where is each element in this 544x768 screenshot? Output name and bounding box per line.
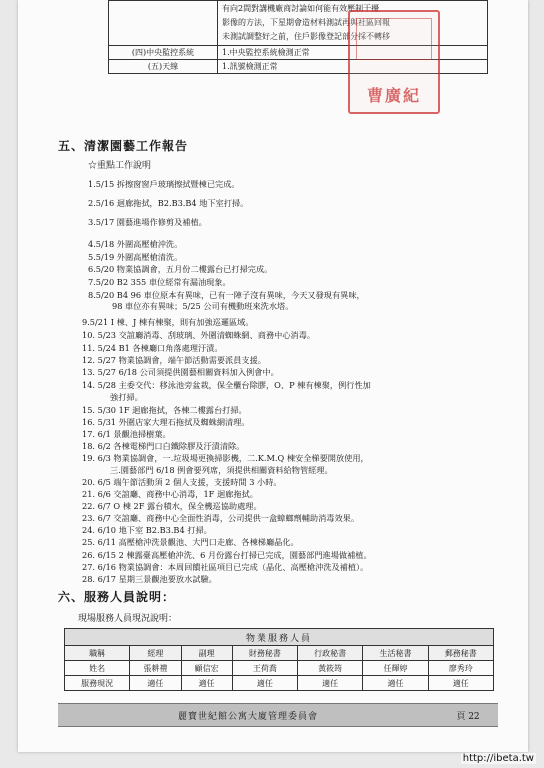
page-number: 頁 22 bbox=[456, 711, 480, 722]
list-item: 13. 5/27 6/18 公司須提供園藝相關資料加入例會中。 bbox=[82, 367, 279, 377]
list-item: 11. 5/24 B1 各棟廳口角落處理汙漬。 bbox=[82, 343, 223, 353]
cell: 顧信宏 bbox=[181, 661, 232, 676]
cell: 姓名 bbox=[65, 661, 130, 676]
list-item: 19. 6/3 物業協調會，一.垃圾場更換掃影機，二.K.M.Q 棟安全梯要開放使用， bbox=[82, 453, 369, 463]
stamp-text: 曹廣紀 bbox=[366, 86, 421, 105]
header-cell: 副理 bbox=[181, 646, 232, 661]
list-item: 強打掃。 bbox=[110, 392, 143, 402]
list-item: 27. 6/16 物業協調會：本周回饋社區項目已完成（晶化、高壓槍沖洗及補植）。 bbox=[82, 562, 369, 572]
list-item: 26. 6/15 2 棟露臺高壓槍沖洗、6 月份露台打掃已完成，園藝部門進場做補植。 bbox=[82, 550, 372, 560]
list-item: 三.園藝部門 6/18 例會要列席，須提供相關資料給物管經理。 bbox=[110, 465, 333, 475]
document-page bbox=[18, 0, 528, 752]
list-item: 14. 5/28 主委交代：移泳池旁盆栽，保全櫃台除膠，O、P 棟有棟聚，例行性加 bbox=[82, 380, 371, 390]
list-item: 12. 5/27 物業協調會，端午節活動需要派員支援。 bbox=[82, 355, 266, 365]
row-label: (四)中央監控系統 bbox=[109, 46, 218, 60]
list-item: 9.5/21 I 棟、J 棟有棟聚，則有加強巡邏區域。 bbox=[82, 317, 254, 327]
header-cell: 郵務秘書 bbox=[428, 646, 493, 661]
footer-title: 麗寶世紀館公寓大廈管理委員會 bbox=[177, 711, 318, 722]
section-5-title: 五、清潔園藝工作報告 bbox=[58, 139, 189, 153]
list-item: 10. 5/23 交誼廳消毒、刮玻璃、外圍清蜘蛛網、商務中心消毒。 bbox=[82, 330, 316, 340]
list-item: 16. 5/31 外圍店家大理石拖拭及蜘蛛網清理。 bbox=[82, 417, 250, 427]
site-watermark: http://ibeta.tw bbox=[462, 753, 534, 764]
list-item: 15. 5/30 1F 迴廊拖拭，各棟二樓露台打掃。 bbox=[82, 405, 247, 415]
cell: 任輝婷 bbox=[363, 661, 428, 676]
list-item: 2.5/16 迴廊拖拭，B2.B3.B4 地下室打掃。 bbox=[88, 198, 249, 208]
page-footer bbox=[58, 703, 498, 727]
list-item: 5.5/19 外圍高壓槍清洗。 bbox=[88, 252, 183, 262]
staff-table-header bbox=[65, 646, 494, 661]
continued-line: 有向2間對講機廠商討論如何能有效壓制干擾 bbox=[222, 4, 380, 13]
row-content: 1.訊號檢測正常 bbox=[218, 60, 488, 74]
section-6-title: 六、服務人員說明： bbox=[58, 590, 176, 604]
cell: 適任 bbox=[298, 676, 363, 691]
cell: 適任 bbox=[232, 676, 297, 691]
list-item: 21. 6/6 交誼廳、商務中心消毒，1F 迴廊拖拭。 bbox=[82, 489, 258, 499]
continued-line: 影像的方法，下星期會造材料測試再與社區回報 bbox=[222, 18, 390, 27]
staff-table-caption: 物業服務人員 bbox=[65, 629, 494, 646]
list-item: 4.5/18 外圍高壓槍沖洗。 bbox=[88, 239, 183, 249]
section-6-subtitle: 現場服務人員現況說明： bbox=[78, 614, 178, 624]
list-item: 25. 6/11 高壓槍沖洗景觀池、大門口走廊、各棟梯廳晶化。 bbox=[82, 537, 299, 547]
list-item: 6.5/20 物業協調會，五月份二樓露台已打掃完成。 bbox=[88, 264, 273, 274]
cell: 適任 bbox=[428, 676, 493, 691]
list-item: 1.5/15 拆擦窗窗戶玻璃擦拭暨棟已完成。 bbox=[88, 179, 240, 189]
cell: 適任 bbox=[181, 676, 232, 691]
header-cell: 行政秘書 bbox=[298, 646, 363, 661]
list-item: 7.5/20 B2 355 車位經常有漏油現象。 bbox=[88, 277, 231, 287]
cell: 服務現況 bbox=[65, 676, 130, 691]
list-item: 23. 6/7 交誼廳、商務中心全面性消毒，公司提供一盒蟑螂劑輔助消毒效果。 bbox=[82, 513, 360, 523]
table-row bbox=[65, 661, 494, 676]
header-cell: 財務秘書 bbox=[232, 646, 297, 661]
red-seal-stamp bbox=[348, 10, 440, 114]
cell: 廖秀玲 bbox=[428, 661, 493, 676]
cell: 適任 bbox=[130, 676, 181, 691]
cell: 王荷喬 bbox=[232, 661, 297, 676]
staff-table bbox=[64, 628, 494, 691]
list-item: 8.5/20 B4 96 車位原本有異味，已有一陣子沒有異味，今天又發現有異味， bbox=[88, 290, 365, 300]
list-item: 18. 6/2 各棟電梯門口白鐵除膠及汙漬清除。 bbox=[82, 441, 245, 451]
table-row bbox=[65, 676, 494, 691]
cell: 適任 bbox=[363, 676, 428, 691]
list-item: 17. 6/1 景觀池掃樹葉。 bbox=[82, 429, 171, 439]
list-item: 3.5/17 園藝進場作修剪及補植。 bbox=[88, 217, 207, 227]
section-5-subtitle: ☆重點工作說明 bbox=[88, 161, 152, 171]
continued-line: 未測試調整好之前，住戶影像登記部分採不轉移 bbox=[222, 32, 390, 41]
cell: 黃筱筠 bbox=[298, 661, 363, 676]
list-item: 98 車位亦有異味；5/25 公司有機動班來洗水塔。 bbox=[112, 301, 294, 311]
list-item: 20. 6/5 端午節活動須 2 個人支援，支援時間 3 小時。 bbox=[82, 477, 282, 487]
row-content: 1.中央監控系統檢測正常 bbox=[218, 46, 488, 60]
header-cell: 經理 bbox=[130, 646, 181, 661]
list-item: 28. 6/17 星期三景觀池要放水試驗。 bbox=[82, 574, 217, 584]
list-item: 24. 6/10 地下室 B2.B3.B4 打掃。 bbox=[82, 525, 212, 535]
cell: 張耕禮 bbox=[130, 661, 181, 676]
list-item: 22. 6/7 O 棟 2F 露台積水，保全機巡協助處理。 bbox=[82, 501, 262, 511]
header-cell: 生活秘書 bbox=[363, 646, 428, 661]
header-cell: 職稱 bbox=[65, 646, 130, 661]
row-label: (五)天線 bbox=[109, 60, 218, 74]
